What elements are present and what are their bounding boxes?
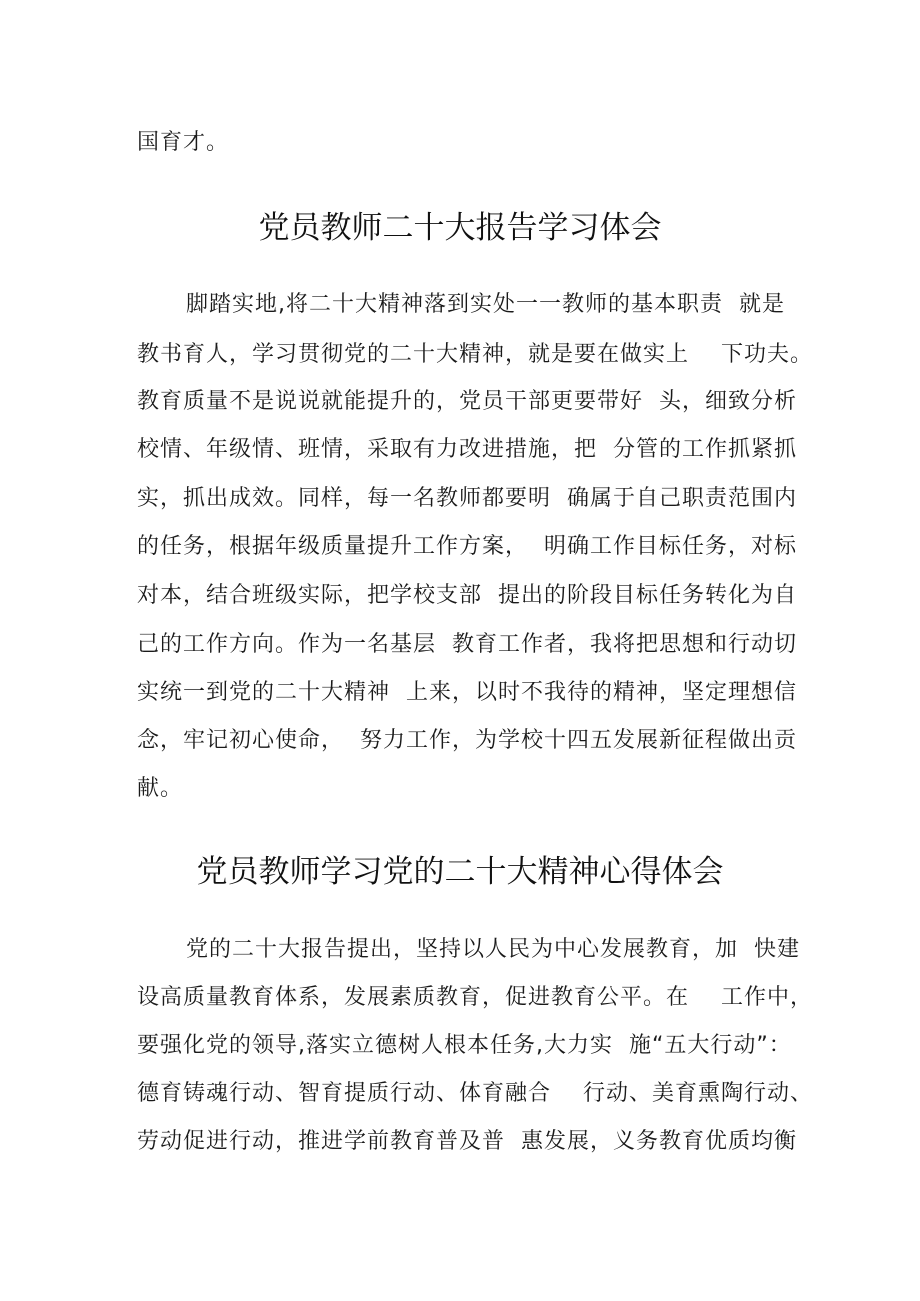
text-line: 教书育人，学习贯彻党的二十大精神，就是要在做实上 下功夫。 [137, 342, 813, 367]
text-line: 劳动促进行动，推进学前教育普及普 惠发展，义务教育优质均衡 [137, 1129, 797, 1154]
text-line: 对本，结合班级实际，把学校支部 提出的阶段目标任务转化为自 [137, 583, 797, 608]
text-line: 己的工作方向。作为一名基层 教育工作者，我将把思想和行动切 [137, 632, 797, 657]
text-line: 党的二十大报告提出，坚持以人民为中心发展教育，加 快建 [186, 937, 800, 962]
text-line: 实，抓出成效。同样，每一名教师都要明 确属于自己职责范围内 [137, 486, 797, 511]
text-line: 要强化党的领导,落实立德树人根本任务,大力实 施“五大行动”： [137, 1033, 792, 1058]
paragraph-fragment: 国育才。 [137, 130, 230, 155]
text-line: 的任务，根据年级质量提升工作方案， 明确工作目标任务，对标 [137, 534, 797, 559]
text-line: 教育质量不是说说就能提升的，党员干部更要带好 头，细致分析 [137, 389, 797, 414]
text-line: 念，牢记初心使命， 努力工作，为学校十四五发展新征程做出贡 [137, 728, 797, 753]
text-line: 校情、年级情、班情，采取有力改进措施，把 分管的工作抓紧抓 [137, 437, 797, 462]
text-line: 脚踏实地,将二十大精神落到实处一一教师的基本职责 就是 [186, 292, 785, 317]
section-title: 党员教师二十大报告学习体会 [258, 210, 662, 246]
text-line: 设高质量教育体系，发展素质教育，促进教育公平。在 工作中， [137, 985, 813, 1010]
text-line: 献。 [137, 776, 184, 801]
text-line: 德育铸魂行动、智育提质行动、体育融合 行动、美育熏陶行动、 [137, 1081, 813, 1106]
section-title: 党员教师学习党的二十大精神心得体会 [196, 854, 724, 890]
text-line: 实统一到党的二十大精神 上来，以时不我待的精神，坚定理想信 [137, 680, 797, 705]
